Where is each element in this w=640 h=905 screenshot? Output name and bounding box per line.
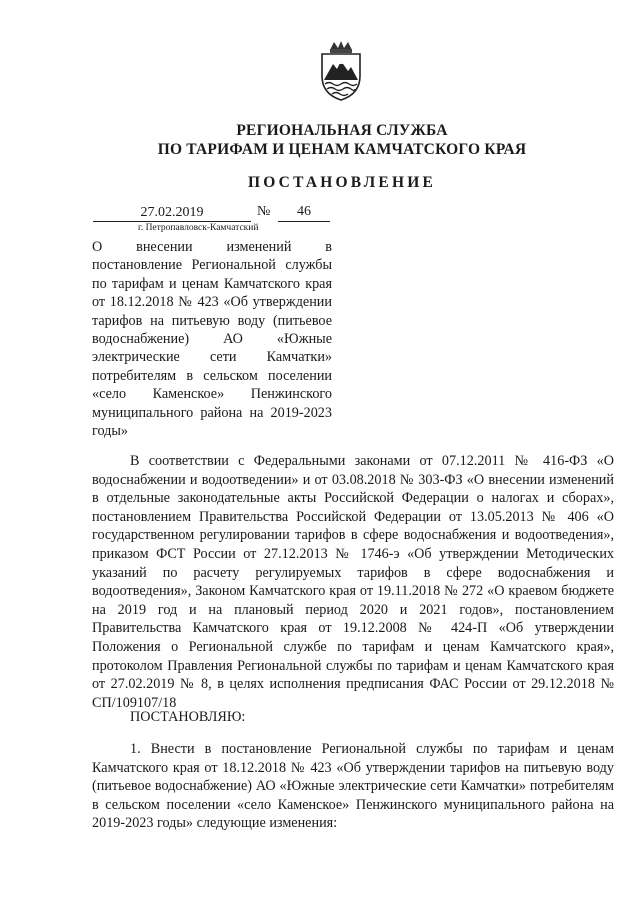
org-name-line1: РЕГИОНАЛЬНАЯ СЛУЖБА: [236, 122, 448, 139]
document-city: г. Петропавловск-Камчатский: [138, 223, 259, 233]
document-date-value: 27.02.2019: [140, 205, 204, 220]
preamble-paragraph: В соответствии с Федеральными законами от 07.12.2011 № 416-ФЗ «О водоснабжении и водоотведении» и от 03.08.2018 № 303-ФЗ «О внесении изменений в отдельные законодательные акты Российской Федерации о налогах и сборах», постановлением Правительства Российской Федерации от 13.05.2013 № 406 «О государственном регулировании тарифов в сфере водоснабжения и водоотведения», приказом ФСТ России от 27.12.2013 № 1746-э «Об утверждении Методических указаний по расчету регулируемых тарифов в сфере водоснабжения и водоотведения», Законом Камчатского края от 19.11.2018 № 272 «О краевом бюджете на 2019 год и на плановый период 2020 и 2021 годов», постановлением Правительства Камчатского края от 19.12.2008 № 424-П «Об утверждении Положения о Региональной службе по тарифам и ценам Камчатского края», протоколом Правления Региональной службы по тарифам и ценам Камчатского края от 27.02.2019 № 8, в целях исполнения предписания ФАС России от 29.12.2018 № СП/109107/18: [92, 453, 614, 711]
document-type-title: ПОСТАНОВЛЕНИЕ: [247, 174, 437, 191]
document-number: 46: [278, 204, 330, 222]
document-subject: О внесении изменений в постановление Региональной службы по тарифам и ценам Камчатского края от 18.12.2018 № 423 «Об утверждении тарифов на питьевую воду (питьевое водоснабжение) АО «Южные электрические сети Камчатки» потребителям в сельском поселении «село Каменское» Пенжинского муниципального района на 2019-2023 годы»: [92, 239, 332, 440]
kamchatka-coat-of-arms-icon: [318, 40, 364, 102]
resolve-heading: ПОСТАНОВЛЯЮ:: [130, 709, 246, 725]
document-date: [93, 204, 251, 222]
item-1-paragraph: 1. Внести в постановление Региональной службы по тарифам и ценам Камчатского края от 18.12.2018 № 423 «Об утверждении тарифов на питьевую воду (питьевое водоснабжение) АО «Южные электрические сети Камчатки» потребителям в сельском поселении «село Каменское» Пенжинского муниципального района на 2019-2023 годы» следующие изменения:: [92, 741, 614, 832]
org-name-line2: ПО ТАРИФАМ И ЦЕНАМ КАМЧАТСКОГО КРАЯ: [157, 141, 527, 158]
number-sign: №: [257, 204, 271, 219]
